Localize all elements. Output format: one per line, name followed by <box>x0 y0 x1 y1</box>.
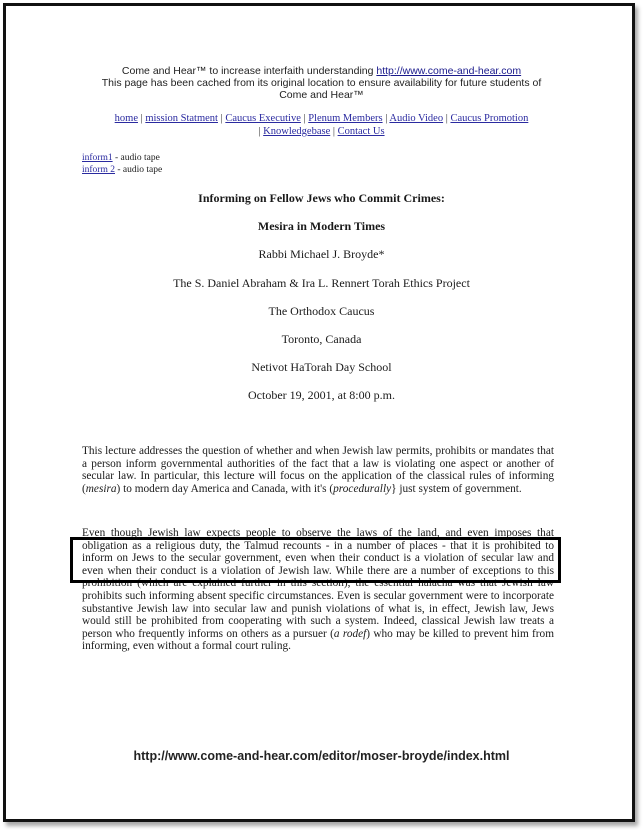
nav-plenum-members[interactable]: Plenum Members <box>308 113 383 124</box>
nav-mission[interactable]: mission Statment <box>145 113 218 124</box>
nav-contact[interactable]: Contact Us <box>337 126 385 137</box>
highlight-box <box>70 537 561 583</box>
nav-caucus-promotion[interactable]: Caucus Promotion <box>450 113 529 124</box>
page-title: Informing on Fellow Jews who Commit Crimes: <box>198 191 445 205</box>
event-date: October 19, 2001, at 8:00 p.m. <box>248 388 395 402</box>
inform2-link[interactable]: inform 2 <box>82 165 115 175</box>
site-nav: home | mission Statment | Caucus Executive | Plenum Members | Audio Video | Caucus Promotion | Knowledgebase | Contact Us <box>114 113 529 137</box>
nav-audio-video[interactable]: Audio Video <box>389 113 444 124</box>
cache-banner <box>0 65 643 101</box>
audio-tape-list <box>82 152 162 176</box>
nav-caucus-executive[interactable]: Caucus Executive <box>225 113 301 124</box>
footer-url: http://www.come-and-hear.com/editor/moser-broyde/index.html <box>133 749 510 763</box>
paragraph-1: This lecture addresses the question of whether and when Jewish law permits, prohibits or mandates that a person inform governmental authorities of the fact that a law is violating one aspect or another of secular law. In particular, this lecture will focus on the application of the classical rules of informing (mesira) to modern day America and Canada, with it's (procedurally} just system of government. <box>82 445 554 495</box>
venue: Netivot HaTorah Day School <box>251 360 392 374</box>
project: The S. Daniel Abraham & Ira L. Rennert Torah Ethics Project <box>173 276 470 290</box>
list-item: inform1 - audio tape <box>82 153 160 163</box>
organization: The Orthodox Caucus <box>268 304 375 318</box>
city: Toronto, Canada <box>281 332 362 346</box>
author: Rabbi Michael J. Broyde* <box>258 247 385 261</box>
banner-text: Come and Hear™ to increase interfaith understanding <box>121 65 377 77</box>
banner-line2: This page has been cached from its original location to ensure availability for future students of <box>101 77 542 89</box>
paragraph-2: Even though Jewish law expects people to observe the laws of the land, and even imposes that obligation as a religious duty, the Talmud recounts - in a number of places - that it is prohibited to inform on Jews to the secular government, even when their conduct is a violation of secular law and even when their conduct is a violation of Jewish law. While there are a number of exceptions to this prohibition (which are explained further in this section), the essential halacha was that Jewish law prohibits such informing absent specific circumstances. Even is secular government were to incorporate substantive Jewish law into secular law and punish violations of what is, in effect, Jewish law, Jews would still be prohibited from cooperating with such a system. Indeed, classical Jewish law treats a person who frequently informs on others as a pursuer (a rodef) who may be killed to prevent him from informing, even without a formal court ruling. <box>82 527 554 653</box>
list-item: inform 2 - audio tape <box>82 165 163 175</box>
banner-link[interactable]: http://www.come-and-hear.com <box>376 65 522 77</box>
inform1-link[interactable]: inform1 <box>82 153 113 163</box>
banner-line3: Come and Hear™ <box>279 89 364 101</box>
nav-knowledgebase[interactable]: Knowledgebase <box>263 126 331 137</box>
page-subtitle: Mesira in Modern Times <box>257 219 386 233</box>
nav-home[interactable]: home <box>114 113 138 124</box>
